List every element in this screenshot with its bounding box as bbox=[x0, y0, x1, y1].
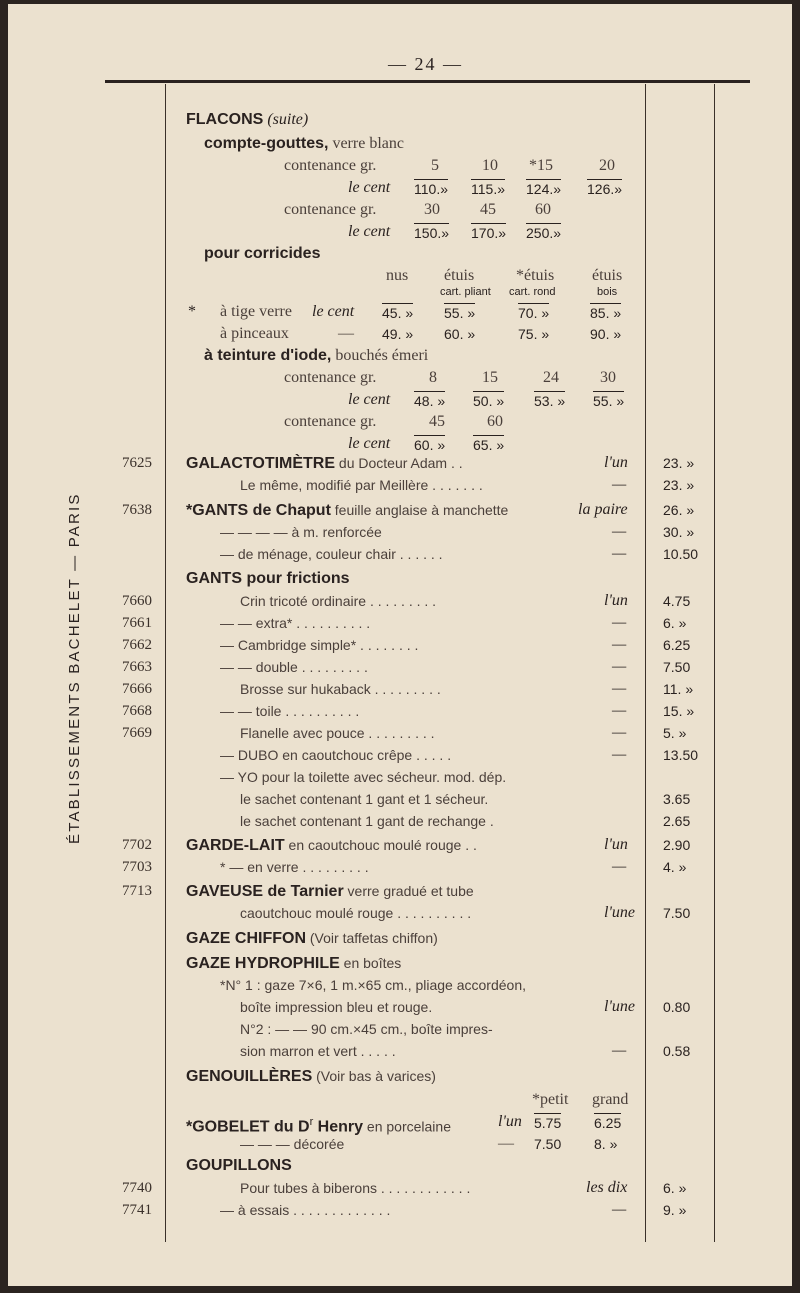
item-description bbox=[220, 858, 369, 877]
column-divider-price bbox=[645, 84, 646, 1242]
price-value: 5.75 bbox=[534, 1115, 562, 1131]
sidebar-vertical-text: ÉTABLISSEMENTS BACHELET — PARIS bbox=[66, 492, 83, 844]
per-hundred-label: le cent bbox=[348, 391, 391, 408]
capacity-value: 60 bbox=[535, 201, 551, 218]
price-value: 26. » bbox=[663, 502, 695, 518]
item-description bbox=[186, 882, 474, 901]
unit-label: — bbox=[612, 636, 627, 653]
item-text: du Docteur Adam . . bbox=[335, 455, 463, 471]
price-value: 90. » bbox=[590, 326, 622, 342]
price-value: 250.» bbox=[526, 225, 562, 241]
subheading-bold: pour corricides bbox=[204, 245, 321, 262]
price-value: 7.50 bbox=[663, 659, 691, 675]
price-value: 6.25 bbox=[594, 1115, 622, 1131]
item-text: verre gradué et tube bbox=[343, 883, 474, 899]
unit-label: — bbox=[612, 1042, 627, 1059]
unit-label: l'un bbox=[498, 1113, 522, 1130]
item-description bbox=[186, 454, 463, 473]
item-title: GANTS pour frictions bbox=[186, 570, 350, 587]
capacity-value: 20 bbox=[599, 157, 615, 174]
price-value: 0.80 bbox=[663, 999, 691, 1015]
unit-label: l'un bbox=[604, 592, 628, 609]
subheading-bold: à teinture d'iode, bbox=[204, 347, 332, 364]
item-description bbox=[240, 904, 471, 923]
per-hundred-label: le cent bbox=[348, 435, 391, 452]
item-text: Le même, modifié par Meillère . . . . . . . bbox=[240, 477, 483, 493]
item-text: Pour tubes à biberons . . . . . . . . . . . . bbox=[240, 1180, 471, 1196]
price-value: 60. » bbox=[444, 326, 476, 342]
per-hundred-label: le cent bbox=[312, 303, 355, 320]
subheading bbox=[204, 135, 404, 153]
column-header: étuis bbox=[444, 267, 475, 284]
item-description bbox=[186, 836, 477, 855]
heading-suffix: (suite) bbox=[267, 111, 309, 128]
item-text: — de ménage, couleur chair . . . . . . bbox=[220, 546, 443, 562]
item-description bbox=[220, 545, 443, 564]
item-text: — à essais . . . . . . . . . . . . . bbox=[220, 1202, 391, 1218]
item-text: sion marron et vert . . . . . bbox=[240, 1043, 396, 1059]
item-text: *N° 1 : gaze 7×6, 1 m.×65 cm., pliage accordéon, bbox=[220, 977, 526, 993]
item-title: Henry bbox=[313, 1118, 364, 1136]
price-value: 3.65 bbox=[663, 791, 691, 807]
item-description bbox=[220, 614, 370, 633]
item-text: le sachet contenant 1 gant de rechange . bbox=[240, 813, 494, 829]
ditto-mark: — bbox=[338, 325, 354, 342]
price-value: 4.75 bbox=[663, 593, 691, 609]
item-description bbox=[186, 1067, 436, 1086]
item-text: — — double . . . . . . . . . bbox=[220, 659, 368, 675]
item-text: — DUBO en caoutchouc crêpe . . . . . bbox=[220, 747, 452, 763]
price-value: 0.58 bbox=[663, 1043, 691, 1059]
item-description bbox=[186, 954, 401, 973]
item-description bbox=[240, 1179, 470, 1198]
item-title: GOUPILLONS bbox=[186, 1157, 292, 1174]
capacity-value: 60 bbox=[487, 413, 503, 430]
capacity-label: contenance gr. bbox=[284, 201, 377, 218]
item-code: 7663 bbox=[122, 659, 152, 675]
item-text: — — — décorée bbox=[240, 1136, 345, 1152]
item-text: Brosse sur hukaback . . . . . . . . . bbox=[240, 681, 441, 697]
item-title: GENOUILLÈRES bbox=[186, 1068, 313, 1085]
item-label: à pinceaux bbox=[220, 325, 289, 342]
capacity-value: 45 bbox=[429, 413, 445, 430]
price-value: 170.» bbox=[471, 225, 507, 241]
price-value: 2.90 bbox=[663, 837, 691, 853]
capacity-value: 5 bbox=[431, 157, 439, 174]
price-value: 65. » bbox=[473, 437, 505, 453]
item-code: 7666 bbox=[122, 681, 152, 697]
item-code: 7713 bbox=[122, 883, 152, 899]
unit-label: — bbox=[612, 545, 627, 562]
item-description bbox=[220, 658, 368, 677]
item-title: GARDE-LAIT bbox=[186, 837, 285, 854]
price-value: 7.50 bbox=[663, 905, 691, 921]
item-description bbox=[220, 976, 526, 995]
item-code: 7662 bbox=[122, 637, 152, 653]
asterisk: * bbox=[188, 303, 196, 320]
item-description bbox=[186, 501, 508, 520]
item-title: GAZE HYDROPHILE bbox=[186, 955, 340, 972]
item-text: N°2 : — — 90 cm.×45 cm., boîte impres- bbox=[240, 1021, 493, 1037]
item-text: (Voir taffetas chiffon) bbox=[306, 930, 438, 946]
item-code: 7740 bbox=[122, 1180, 152, 1196]
item-code: 7661 bbox=[122, 615, 152, 631]
catalog-page bbox=[8, 4, 792, 1286]
item-code: 7741 bbox=[122, 1202, 152, 1218]
price-value: 6. » bbox=[663, 615, 687, 631]
item-description bbox=[220, 523, 382, 542]
unit-label: — bbox=[612, 476, 627, 493]
item-text: en porcelaine bbox=[363, 1118, 451, 1135]
price-value: 15. » bbox=[663, 703, 695, 719]
item-code: 7660 bbox=[122, 593, 152, 609]
item-text: — — toile . . . . . . . . . . bbox=[220, 703, 360, 719]
item-description bbox=[240, 1042, 396, 1061]
capacity-label: contenance gr. bbox=[284, 413, 377, 430]
unit-label: l'un bbox=[604, 836, 628, 853]
item-title: *GOBELET du D bbox=[186, 1118, 310, 1136]
item-code: 7669 bbox=[122, 725, 152, 741]
price-value: 150.» bbox=[414, 225, 450, 241]
price-value: 6. » bbox=[663, 1180, 687, 1196]
price-value: 7.50 bbox=[534, 1136, 562, 1152]
price-value: 10.50 bbox=[663, 546, 699, 562]
price-value: 55. » bbox=[444, 305, 476, 321]
item-code: 7625 bbox=[122, 455, 152, 471]
unit-label: — bbox=[612, 680, 627, 697]
item-title: GALACTOTIMÈTRE bbox=[186, 455, 336, 472]
column-divider-right bbox=[714, 84, 715, 1242]
item-text: caoutchouc moulé rouge . . . . . . . . . . bbox=[240, 905, 472, 921]
item-code: 7703 bbox=[122, 859, 152, 875]
column-divider-code bbox=[165, 84, 166, 1242]
price-value: 8. » bbox=[594, 1136, 618, 1152]
item-description bbox=[240, 812, 494, 831]
capacity-value: 30 bbox=[600, 369, 616, 386]
capacity-value: 45 bbox=[480, 201, 496, 218]
item-text: — — extra* . . . . . . . . . . bbox=[220, 615, 371, 631]
price-value: 55. » bbox=[593, 393, 625, 409]
item-text: — — — — à m. renforcée bbox=[220, 524, 382, 540]
price-value: 50. » bbox=[473, 393, 505, 409]
capacity-value: 8 bbox=[429, 369, 437, 386]
capacity-value: 30 bbox=[424, 201, 440, 218]
item-code: 7638 bbox=[122, 502, 152, 518]
item-text: (Voir bas à varices) bbox=[312, 1068, 436, 1084]
item-text: * — en verre . . . . . . . . . bbox=[220, 859, 369, 875]
item-description bbox=[186, 1157, 292, 1175]
price-value: 23. » bbox=[663, 455, 695, 471]
heading-text: FLACONS bbox=[186, 111, 264, 128]
item-description bbox=[186, 929, 438, 948]
subheading-text: bouchés émeri bbox=[335, 347, 429, 364]
item-description bbox=[186, 570, 350, 588]
item-description bbox=[220, 1201, 390, 1220]
price-value: 45. » bbox=[382, 305, 414, 321]
unit-label: — bbox=[612, 746, 627, 763]
price-value: 124.» bbox=[526, 181, 562, 197]
column-header: *étuis bbox=[516, 267, 555, 284]
item-description bbox=[240, 680, 441, 699]
column-header: *petit bbox=[532, 1091, 569, 1108]
capacity-value: 10 bbox=[482, 157, 498, 174]
item-text: en boîtes bbox=[339, 955, 402, 971]
item-text: le sachet contenant 1 gant et 1 sécheur. bbox=[240, 791, 489, 807]
capacity-value: 24 bbox=[543, 369, 559, 386]
unit-label: — bbox=[612, 724, 627, 741]
price-value: 53. » bbox=[534, 393, 566, 409]
page-number: — 24 — bbox=[388, 54, 463, 74]
item-title: GAVEUSE de Tarnier bbox=[186, 883, 344, 900]
unit-label: — bbox=[612, 614, 627, 631]
price-value: 6.25 bbox=[663, 637, 691, 653]
item-title: GAZE CHIFFON bbox=[186, 930, 306, 947]
header-rule bbox=[105, 80, 750, 83]
column-header: grand bbox=[592, 1091, 629, 1108]
column-header: nus bbox=[386, 267, 409, 284]
item-description bbox=[240, 476, 483, 495]
item-text: Crin tricoté ordinaire . . . . . . . . . bbox=[240, 593, 437, 609]
gobelet-item bbox=[186, 1113, 451, 1136]
unit-label: — bbox=[498, 1135, 514, 1152]
per-hundred-label: le cent bbox=[348, 179, 391, 196]
price-value: 85. » bbox=[590, 305, 622, 321]
price-value: 60. » bbox=[414, 437, 446, 453]
title-superscript: r bbox=[309, 1116, 314, 1128]
item-description bbox=[220, 636, 418, 655]
item-description bbox=[240, 1020, 493, 1039]
price-value: 11. » bbox=[663, 681, 694, 697]
price-value: 115.» bbox=[471, 181, 505, 197]
unit-label: l'un bbox=[604, 454, 628, 471]
item-text: en caoutchouc moulé rouge . . bbox=[284, 837, 477, 853]
subheading-bold: compte-gouttes, bbox=[204, 135, 329, 152]
section-heading bbox=[186, 111, 308, 129]
price-value: 70. » bbox=[518, 305, 550, 321]
price-value: 4. » bbox=[663, 859, 687, 875]
price-value: 13.50 bbox=[663, 747, 699, 763]
item-description bbox=[220, 746, 451, 765]
unit-label: l'une bbox=[604, 904, 635, 921]
unit-label: — bbox=[612, 523, 627, 540]
per-hundred-label: le cent bbox=[348, 223, 391, 240]
unit-label: — bbox=[612, 702, 627, 719]
item-description bbox=[220, 768, 506, 787]
unit-label: — bbox=[612, 858, 627, 875]
price-value: 75. » bbox=[518, 326, 550, 342]
unit-label: la paire bbox=[578, 501, 628, 518]
item-description bbox=[240, 724, 435, 743]
item-text: Flanelle avec pouce . . . . . . . . . bbox=[240, 725, 435, 741]
item-title: *GANTS de Chaput bbox=[186, 502, 331, 519]
price-value: 30. » bbox=[663, 524, 695, 540]
item-label: à tige verre bbox=[220, 303, 292, 320]
column-header: étuis bbox=[592, 267, 623, 284]
item-description bbox=[240, 998, 432, 1017]
unit-label: — bbox=[612, 658, 627, 675]
column-subheader: bois bbox=[597, 286, 618, 298]
item-code: 7702 bbox=[122, 837, 152, 853]
column-subheader: cart. pliant bbox=[440, 286, 491, 298]
subheading bbox=[204, 347, 428, 365]
unit-label: — bbox=[612, 1201, 627, 1218]
item-text: — YO pour la toilette avec sécheur. mod. dép. bbox=[220, 769, 507, 785]
column-subheader: cart. rond bbox=[509, 286, 556, 298]
item-text: boîte impression bleu et rouge. bbox=[240, 999, 433, 1015]
price-value: 49. » bbox=[382, 326, 414, 342]
capacity-label: contenance gr. bbox=[284, 369, 377, 386]
capacity-value: *15 bbox=[529, 157, 553, 174]
item-code: 7668 bbox=[122, 703, 152, 719]
capacity-value: 15 bbox=[482, 369, 498, 386]
price-value: 48. » bbox=[414, 393, 446, 409]
item-text: feuille anglaise à manchette bbox=[330, 502, 509, 518]
unit-label: les dix bbox=[586, 1179, 628, 1196]
price-value: 23. » bbox=[663, 477, 695, 493]
price-value: 126.» bbox=[587, 181, 623, 197]
item-text: — Cambridge simple* . . . . . . . . bbox=[220, 637, 419, 653]
unit-label: l'une bbox=[604, 998, 635, 1015]
price-value: 5. » bbox=[663, 725, 687, 741]
price-value: 110.» bbox=[414, 181, 448, 197]
capacity-label: contenance gr. bbox=[284, 157, 377, 174]
item-description bbox=[240, 790, 488, 809]
item-description bbox=[240, 592, 436, 611]
item-description bbox=[220, 702, 359, 721]
price-value: 9. » bbox=[663, 1202, 687, 1218]
subheading-text: verre blanc bbox=[332, 135, 404, 152]
price-value: 2.65 bbox=[663, 813, 691, 829]
